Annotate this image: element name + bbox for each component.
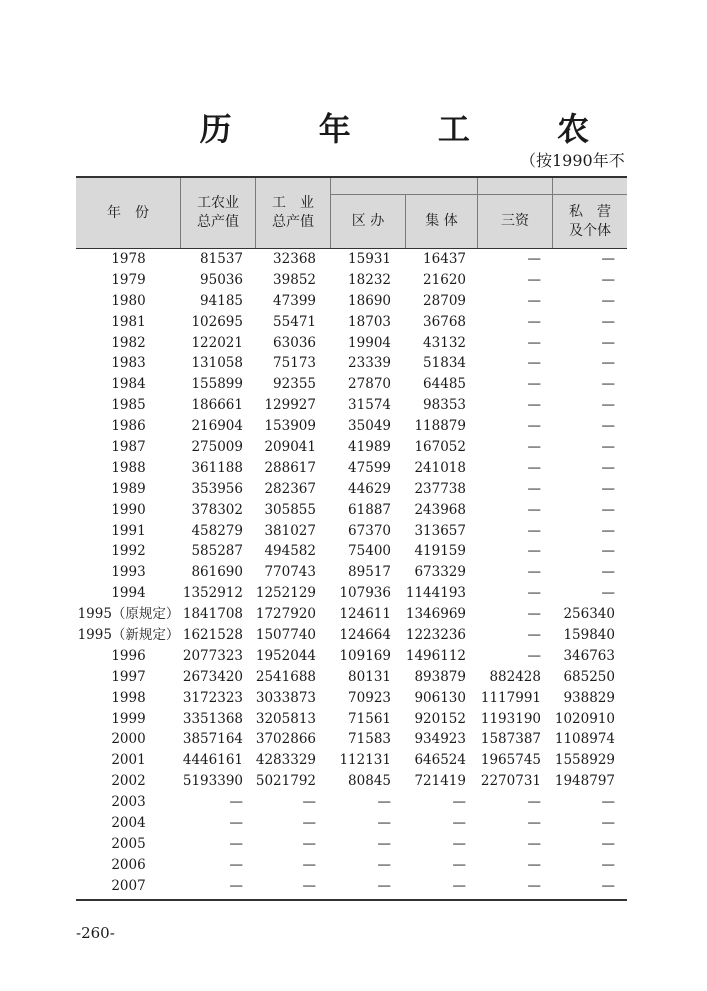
header-divider xyxy=(255,178,256,248)
gross-industry-agri-cell: 95036 xyxy=(200,271,243,288)
gross-industry-agri-cell: 5193390 xyxy=(182,773,243,790)
private-cell: 1558929 xyxy=(554,752,615,769)
three-funded-cell: — xyxy=(527,480,541,497)
table-row xyxy=(76,333,627,354)
collective-cell: — xyxy=(452,856,466,873)
gross-industry-agri-cell: 122021 xyxy=(191,334,243,351)
year-cell: 1995（原规定） xyxy=(77,606,180,623)
table-row xyxy=(76,249,627,270)
gross-industry-cell: 4283329 xyxy=(255,752,316,769)
gross-industry-cell: 32368 xyxy=(273,251,316,267)
private-cell: — xyxy=(601,376,615,393)
table-row xyxy=(76,395,627,416)
gross-industry-cell: 3702866 xyxy=(255,731,316,748)
table-row xyxy=(76,416,627,437)
year-cell: 1992 xyxy=(111,543,146,560)
table-header xyxy=(76,176,627,249)
gross-industry-cell: 75173 xyxy=(273,355,316,372)
gross-industry-cell: 1252129 xyxy=(255,585,316,602)
year-cell: 1998 xyxy=(111,689,146,706)
header-divider xyxy=(330,178,331,248)
year-cell: 1984 xyxy=(111,376,146,393)
collective-cell: 21620 xyxy=(423,271,466,288)
gross-industry-agri-cell: 2673420 xyxy=(182,668,243,685)
three-funded-cell: — xyxy=(527,251,541,267)
district-cell: 71561 xyxy=(348,710,391,727)
table-row xyxy=(76,437,627,458)
private-cell: 1020910 xyxy=(554,710,615,727)
gross-industry-cell: 1727920 xyxy=(255,606,316,623)
private-cell: 685250 xyxy=(563,668,615,685)
district-cell: — xyxy=(377,877,391,894)
three-funded-cell: 1117991 xyxy=(480,689,541,706)
page-number: -260- xyxy=(76,924,115,942)
year-cell: 1996 xyxy=(111,647,146,664)
gross-industry-agri-cell: 2077323 xyxy=(182,647,243,664)
three-funded-cell: — xyxy=(527,856,541,873)
gross-industry-cell: 63036 xyxy=(273,334,316,351)
header-divider xyxy=(405,195,406,248)
year-cell: 1982 xyxy=(111,334,146,351)
header-year: 年 份 xyxy=(107,204,149,221)
gross-industry-agri-cell: 131058 xyxy=(191,355,243,372)
private-cell: 1948797 xyxy=(554,773,615,790)
year-cell: 1985 xyxy=(111,397,146,414)
header-collective: 集 体 xyxy=(425,213,458,229)
district-cell: 80131 xyxy=(348,668,391,685)
gross-industry-agri-cell: 186661 xyxy=(191,397,243,414)
collective-cell: 1144193 xyxy=(405,585,466,602)
table-row xyxy=(76,771,627,792)
gross-industry-agri-cell: 361188 xyxy=(191,459,243,476)
three-funded-cell: — xyxy=(527,815,541,832)
three-funded-cell: — xyxy=(527,271,541,288)
three-funded-cell: — xyxy=(527,459,541,476)
district-cell: 71583 xyxy=(348,731,391,748)
private-cell: — xyxy=(601,418,615,435)
three-funded-cell: — xyxy=(527,794,541,811)
collective-cell: 1223236 xyxy=(405,627,466,644)
collective-cell: 167052 xyxy=(414,439,466,456)
three-funded-cell: 1193190 xyxy=(480,710,541,727)
collective-cell: 313657 xyxy=(414,522,466,539)
three-funded-cell: 2270731 xyxy=(480,773,541,790)
district-cell: 19904 xyxy=(348,334,391,351)
table-row xyxy=(76,458,627,479)
three-funded-cell: — xyxy=(527,292,541,309)
gross-industry-cell: 3205813 xyxy=(255,710,316,727)
header-divider xyxy=(477,178,478,248)
header-district: 区 办 xyxy=(351,213,385,229)
gross-industry-cell: 209041 xyxy=(264,439,316,456)
gross-industry-cell: — xyxy=(302,856,316,873)
year-cell: 1978 xyxy=(111,251,146,267)
year-cell: 2004 xyxy=(111,815,146,832)
gross-industry-cell: 282367 xyxy=(264,480,316,497)
three-funded-cell: — xyxy=(527,522,541,539)
collective-cell: — xyxy=(452,815,466,832)
header-three-funded: 三资 xyxy=(501,213,529,229)
year-cell: 1993 xyxy=(111,564,146,581)
gross-industry-agri-cell: — xyxy=(229,794,243,811)
gross-industry-agri-cell: 1352912 xyxy=(182,585,243,602)
district-cell: 70923 xyxy=(348,689,391,706)
three-funded-cell: 1587387 xyxy=(480,731,541,748)
three-funded-cell: — xyxy=(527,439,541,456)
district-cell: 112131 xyxy=(339,752,391,769)
private-cell: — xyxy=(601,794,615,811)
table-row xyxy=(76,291,627,312)
private-cell: — xyxy=(601,397,615,414)
district-cell: 18703 xyxy=(348,313,391,330)
year-cell: 1987 xyxy=(111,439,146,456)
district-cell: 75400 xyxy=(348,543,391,560)
gross-industry-agri-cell: 3351368 xyxy=(182,710,243,727)
district-cell: 35049 xyxy=(348,418,391,435)
table-row xyxy=(76,500,627,521)
three-funded-cell: — xyxy=(527,397,541,414)
year-cell: 1995（新规定） xyxy=(77,627,180,644)
gross-industry-agri-cell: 3857164 xyxy=(182,731,243,748)
table-row xyxy=(76,625,627,646)
three-funded-cell: — xyxy=(527,334,541,351)
table-row xyxy=(76,667,627,688)
collective-cell: — xyxy=(452,794,466,811)
district-cell: 109169 xyxy=(339,647,391,664)
table-row xyxy=(76,709,627,730)
year-cell: 1991 xyxy=(111,522,146,539)
district-cell: 89517 xyxy=(348,564,391,581)
three-funded-cell: — xyxy=(527,564,541,581)
three-funded-cell: — xyxy=(527,647,541,664)
gross-industry-cell: 1952044 xyxy=(255,647,316,664)
three-funded-cell: — xyxy=(527,543,541,560)
private-cell: — xyxy=(601,355,615,372)
gross-industry-cell: 55471 xyxy=(273,313,316,330)
gross-industry-agri-cell: 94185 xyxy=(200,292,243,309)
gross-industry-agri-cell: 275009 xyxy=(191,439,243,456)
year-cell: 2002 xyxy=(111,773,146,790)
table-row xyxy=(76,834,627,855)
gross-industry-cell: — xyxy=(302,794,316,811)
gross-industry-cell: 1507740 xyxy=(255,627,316,644)
three-funded-cell: — xyxy=(527,585,541,602)
private-cell: 938829 xyxy=(563,689,615,706)
district-cell: 18232 xyxy=(348,271,391,288)
district-cell: 27870 xyxy=(348,376,391,393)
district-cell: — xyxy=(377,835,391,852)
collective-cell: 241018 xyxy=(414,459,466,476)
data-table xyxy=(76,176,627,901)
year-cell: 2006 xyxy=(111,856,146,873)
collective-cell: 118879 xyxy=(414,418,466,435)
page-subtitle: （按1990年不 xyxy=(520,151,625,170)
gross-industry-cell: 770743 xyxy=(264,564,316,581)
private-cell: — xyxy=(601,292,615,309)
page-title: 历 年 工 农 xyxy=(199,110,627,148)
private-cell: — xyxy=(601,522,615,539)
table-row xyxy=(76,479,627,500)
private-cell: — xyxy=(601,585,615,602)
gross-industry-cell: 5021792 xyxy=(255,773,316,790)
gross-industry-agri-cell: 861690 xyxy=(191,564,243,581)
private-cell: — xyxy=(601,543,615,560)
three-funded-cell: — xyxy=(527,627,541,644)
three-funded-cell: 1965745 xyxy=(480,752,541,769)
three-funded-cell: — xyxy=(527,355,541,372)
gross-industry-agri-cell: 155899 xyxy=(191,376,243,393)
private-cell: — xyxy=(601,439,615,456)
table-row xyxy=(76,792,627,813)
gross-industry-cell: 92355 xyxy=(273,376,316,393)
table-row xyxy=(76,541,627,562)
private-cell: 159840 xyxy=(563,627,615,644)
district-cell: 15931 xyxy=(348,251,391,267)
private-cell: — xyxy=(601,313,615,330)
collective-cell: 721419 xyxy=(414,773,466,790)
table-row xyxy=(76,353,627,374)
gross-industry-agri-cell: 353956 xyxy=(191,480,243,497)
table-row xyxy=(76,312,627,333)
district-cell: 44629 xyxy=(348,480,391,497)
header-subgroup-line xyxy=(330,194,627,195)
district-cell: 23339 xyxy=(348,355,391,372)
table-bottom-rule xyxy=(76,899,627,901)
table-row xyxy=(76,750,627,771)
district-cell: 124664 xyxy=(339,627,391,644)
private-cell: — xyxy=(601,480,615,497)
collective-cell: 673329 xyxy=(414,564,466,581)
table-row xyxy=(76,876,627,897)
gross-industry-agri-cell: 81537 xyxy=(200,251,243,267)
private-cell: — xyxy=(601,501,615,518)
collective-cell: 893879 xyxy=(414,668,466,685)
year-cell: 2003 xyxy=(111,794,146,811)
collective-cell: 36768 xyxy=(423,313,466,330)
gross-industry-agri-cell: 585287 xyxy=(191,543,243,560)
gross-industry-agri-cell: 3172323 xyxy=(182,689,243,706)
gross-industry-cell: 153909 xyxy=(264,418,316,435)
table-row xyxy=(76,604,627,625)
year-cell: 1988 xyxy=(111,459,146,476)
collective-cell: 920152 xyxy=(414,710,466,727)
year-cell: 1997 xyxy=(111,668,146,685)
collective-cell: 28709 xyxy=(423,292,466,309)
district-cell: 67370 xyxy=(348,522,391,539)
three-funded-cell: — xyxy=(527,376,541,393)
district-cell: — xyxy=(377,815,391,832)
year-cell: 1994 xyxy=(111,585,146,602)
gross-industry-cell: 39852 xyxy=(273,271,316,288)
gross-industry-agri-cell: — xyxy=(229,815,243,832)
gross-industry-cell: — xyxy=(302,815,316,832)
collective-cell: 51834 xyxy=(423,355,466,372)
table-row xyxy=(76,374,627,395)
three-funded-cell: — xyxy=(527,877,541,894)
gross-industry-agri-cell: 378302 xyxy=(191,501,243,518)
gross-industry-cell: 305855 xyxy=(264,501,316,518)
district-cell: 80845 xyxy=(348,773,391,790)
collective-cell: 43132 xyxy=(423,334,466,351)
year-cell: 1999 xyxy=(111,710,146,727)
gross-industry-agri-cell: — xyxy=(229,835,243,852)
collective-cell: 1496112 xyxy=(405,647,466,664)
gross-industry-agri-cell: 1841708 xyxy=(182,606,243,623)
year-cell: 2007 xyxy=(111,877,146,894)
year-cell: 1980 xyxy=(111,292,146,309)
gross-industry-agri-cell: 102695 xyxy=(191,313,243,330)
header-private: 私 营 及个体 xyxy=(569,203,611,239)
collective-cell: 64485 xyxy=(423,376,466,393)
table-row xyxy=(76,646,627,667)
gross-industry-agri-cell: 1621528 xyxy=(182,627,243,644)
year-cell: 2001 xyxy=(111,752,146,769)
district-cell: 18690 xyxy=(348,292,391,309)
private-cell: — xyxy=(601,251,615,267)
district-cell: 41989 xyxy=(348,439,391,456)
private-cell: — xyxy=(601,459,615,476)
private-cell: — xyxy=(601,877,615,894)
private-cell: 346763 xyxy=(563,647,615,664)
gross-industry-cell: 47399 xyxy=(273,292,316,309)
gross-industry-cell: 129927 xyxy=(264,397,316,414)
year-cell: 1986 xyxy=(111,418,146,435)
gross-industry-cell: — xyxy=(302,877,316,894)
collective-cell: 934923 xyxy=(414,731,466,748)
gross-industry-cell: 381027 xyxy=(264,522,316,539)
private-cell: — xyxy=(601,835,615,852)
table-row xyxy=(76,562,627,583)
table-row xyxy=(76,270,627,291)
private-cell: 1108974 xyxy=(554,731,615,748)
three-funded-cell: — xyxy=(527,313,541,330)
year-cell: 1989 xyxy=(111,480,146,497)
gross-industry-cell: 494582 xyxy=(264,543,316,560)
collective-cell: 906130 xyxy=(414,689,466,706)
header-divider xyxy=(552,178,553,248)
year-cell: 2000 xyxy=(111,731,146,748)
collective-cell: 16437 xyxy=(423,251,466,267)
table-body xyxy=(76,249,627,897)
year-cell: 1979 xyxy=(111,271,146,288)
district-cell: — xyxy=(377,856,391,873)
gross-industry-agri-cell: 216904 xyxy=(191,418,243,435)
collective-cell: — xyxy=(452,835,466,852)
district-cell: 47599 xyxy=(348,459,391,476)
table-row xyxy=(76,729,627,750)
three-funded-cell: — xyxy=(527,606,541,623)
private-cell: 256340 xyxy=(563,606,615,623)
gross-industry-cell: 288617 xyxy=(264,459,316,476)
gross-industry-cell: 3033873 xyxy=(255,689,316,706)
gross-industry-agri-cell: — xyxy=(229,856,243,873)
private-cell: — xyxy=(601,334,615,351)
district-cell: 124611 xyxy=(339,606,391,623)
collective-cell: 646524 xyxy=(414,752,466,769)
header-divider xyxy=(180,178,181,248)
collective-cell: — xyxy=(452,877,466,894)
collective-cell: 243968 xyxy=(414,501,466,518)
three-funded-cell: — xyxy=(527,501,541,518)
three-funded-cell: 882428 xyxy=(489,668,541,685)
table-row xyxy=(76,583,627,604)
gross-industry-agri-cell: 4446161 xyxy=(182,752,243,769)
year-cell: 1983 xyxy=(111,355,146,372)
gross-industry-agri-cell: — xyxy=(229,877,243,894)
private-cell: — xyxy=(601,815,615,832)
table-row xyxy=(76,855,627,876)
three-funded-cell: — xyxy=(527,418,541,435)
collective-cell: 98353 xyxy=(423,397,466,414)
three-funded-cell: — xyxy=(527,835,541,852)
district-cell: 107936 xyxy=(339,585,391,602)
header-gross-industry-agri: 工农业 总产值 xyxy=(197,195,239,230)
year-cell: 2005 xyxy=(111,835,146,852)
collective-cell: 419159 xyxy=(414,543,466,560)
private-cell: — xyxy=(601,271,615,288)
table-row xyxy=(76,813,627,834)
table-row xyxy=(76,688,627,709)
gross-industry-agri-cell: 458279 xyxy=(191,522,243,539)
private-cell: — xyxy=(601,856,615,873)
table-row xyxy=(76,521,627,542)
gross-industry-cell: 2541688 xyxy=(255,668,316,685)
year-cell: 1990 xyxy=(111,501,146,518)
year-cell: 1981 xyxy=(111,313,146,330)
district-cell: — xyxy=(377,794,391,811)
header-gross-industry: 工 业 总产值 xyxy=(272,195,314,230)
collective-cell: 237738 xyxy=(414,480,466,497)
collective-cell: 1346969 xyxy=(405,606,466,623)
private-cell: — xyxy=(601,564,615,581)
gross-industry-cell: — xyxy=(302,835,316,852)
district-cell: 31574 xyxy=(348,397,391,414)
district-cell: 61887 xyxy=(348,501,391,518)
